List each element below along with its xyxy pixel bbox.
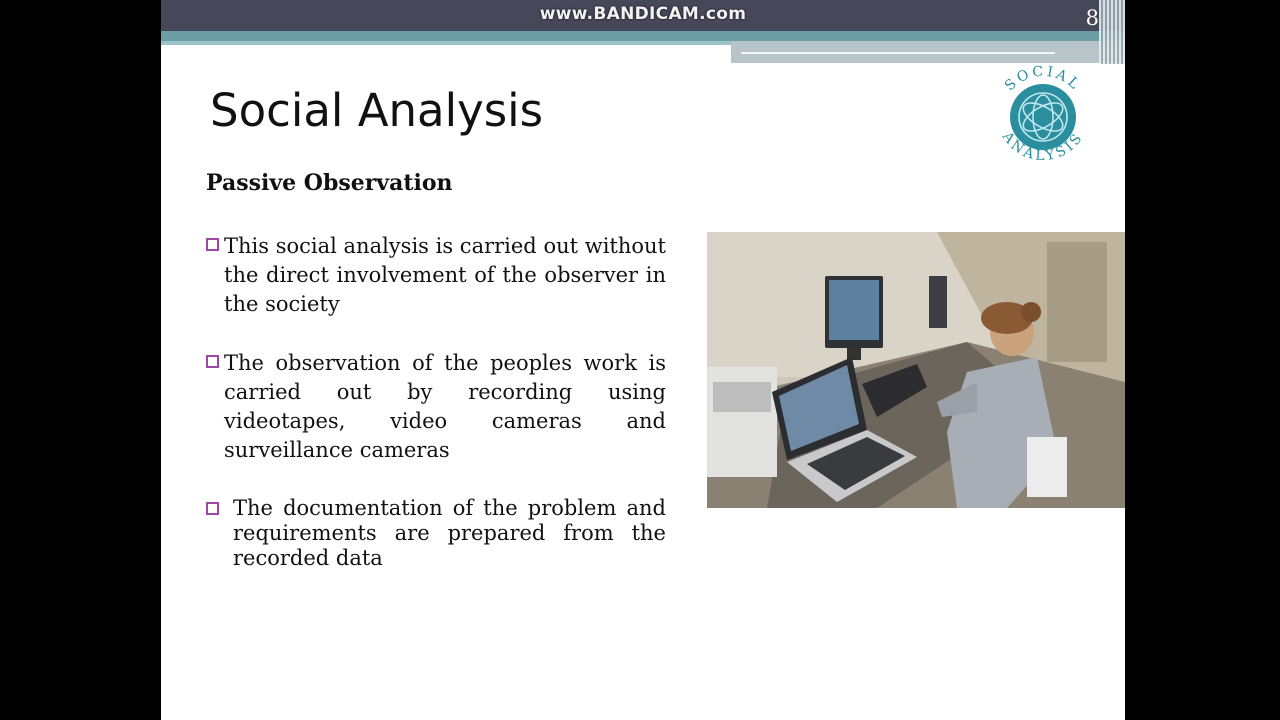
bullet-square-icon — [206, 502, 219, 515]
bullet-item — [206, 232, 666, 319]
slide-subtitle: Passive Observation — [206, 170, 453, 196]
header-highlight-line — [741, 52, 1055, 54]
bullet-text: The observation of the peoples work is carried out by recording using videotapes, video cameras and surveillance cameras — [224, 351, 666, 462]
logo-bottom-text: ANALYSIS — [998, 128, 1088, 165]
header-teal-stripe — [161, 31, 1125, 41]
slide-title: Social Analysis — [210, 84, 544, 137]
bullet-text: This social analysis is carried out without the direct involvement of the observer in the society — [224, 234, 666, 316]
bullet-item — [206, 349, 666, 465]
bullet-square-icon — [206, 355, 219, 368]
bullet-text: The documentation of the problem and requirements are prepared from the recorded data — [233, 496, 666, 570]
header-teal-underline — [161, 41, 731, 45]
slide — [161, 0, 1125, 720]
office-photo — [707, 232, 1125, 508]
social-analysis-logo-icon — [987, 60, 1099, 172]
recording-watermark: www.BANDICAM.com — [539, 4, 747, 24]
bullet-item — [206, 496, 666, 571]
bullet-square-icon — [206, 238, 219, 251]
logo-top-text: SOCIAL — [1001, 63, 1085, 95]
slide-number: 8 — [1085, 6, 1099, 30]
